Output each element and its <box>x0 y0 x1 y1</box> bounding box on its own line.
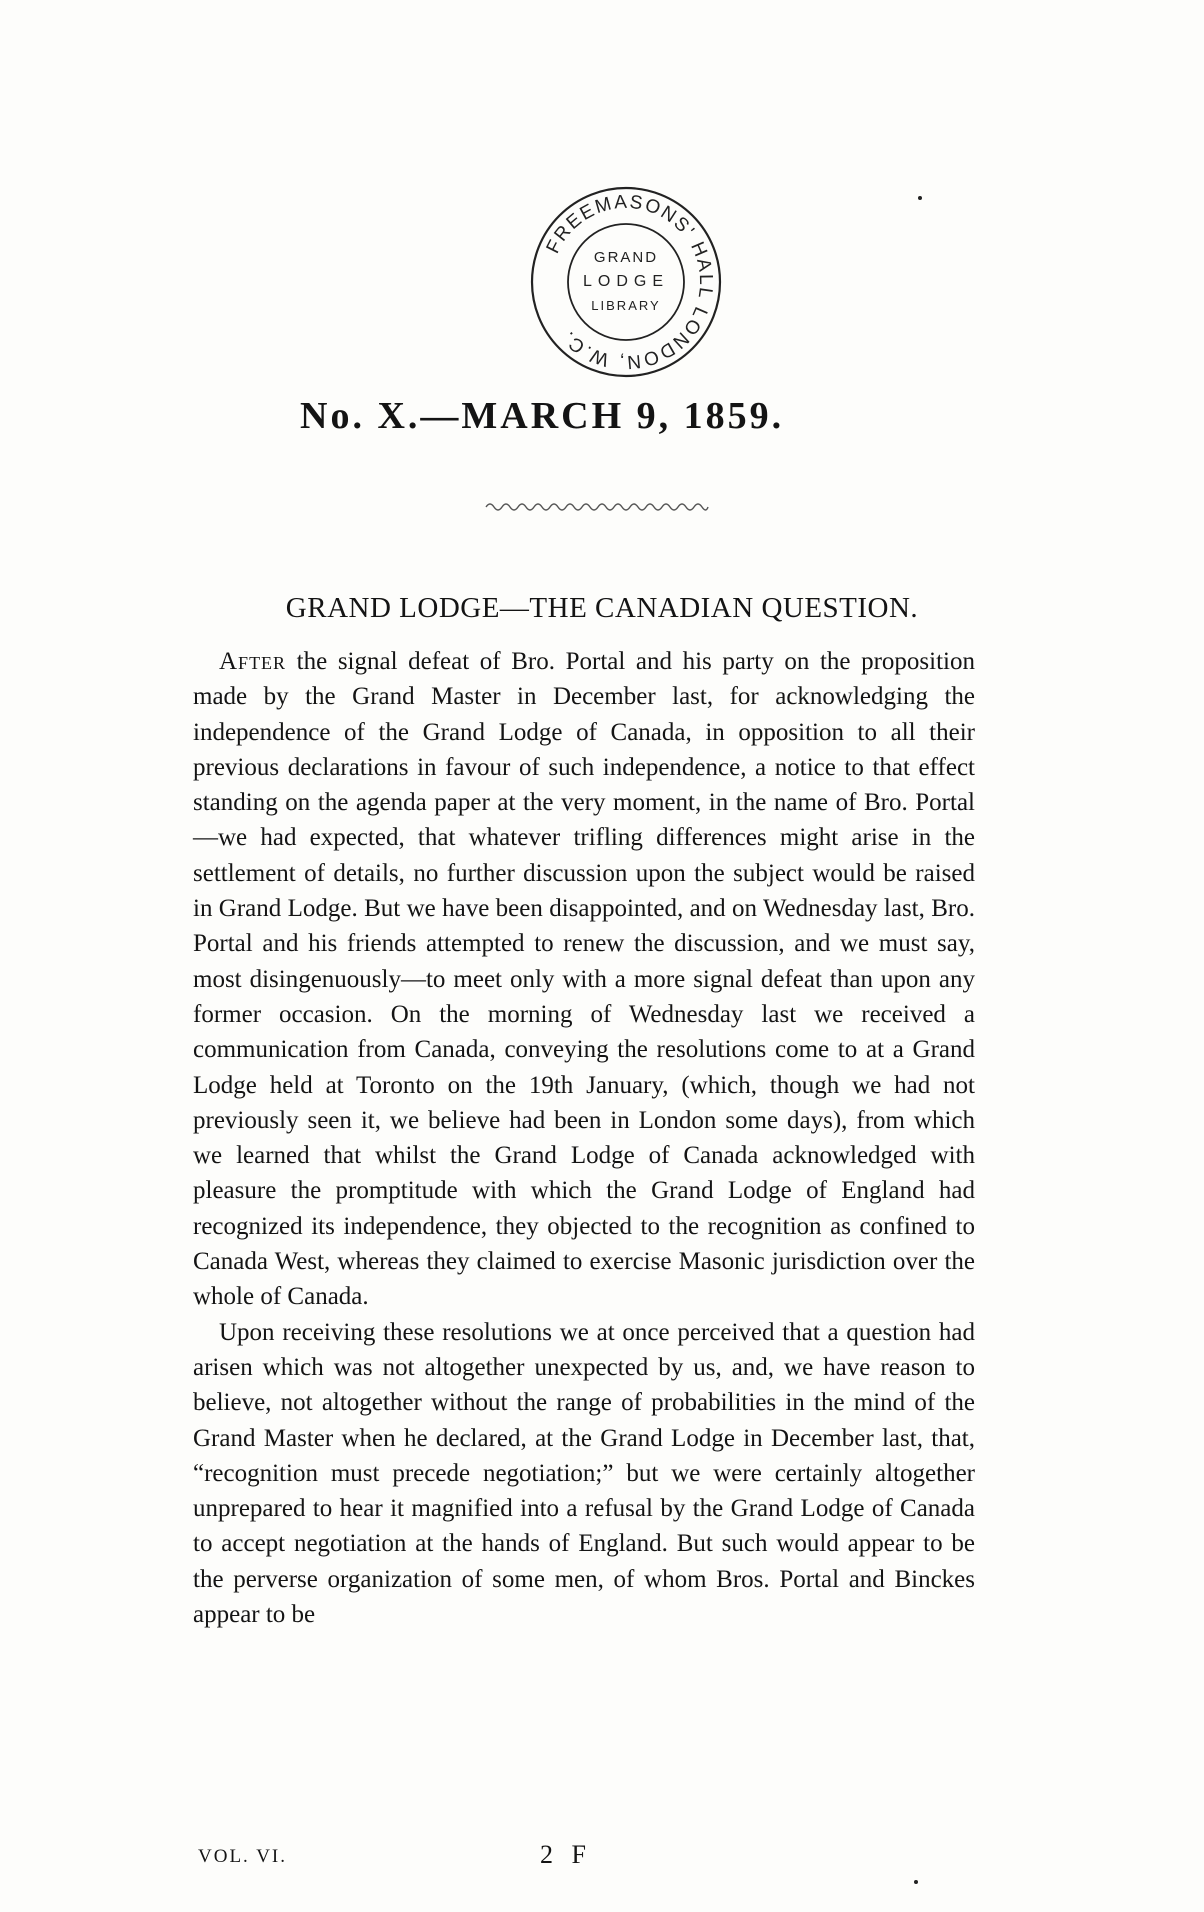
library-stamp <box>528 184 724 380</box>
issue-date-line: No. X.—MARCH 9, 1859. <box>300 395 785 437</box>
paragraph-text: the signal defeat of Bro. Portal and his party on the proposition made by the Grand Master in December last, for acknowledging the independence of the Grand Lodge of Canada, in opposition to all their previous declarations in favour of such independence, a notice to that effect standing on the agenda paper at the very moment, in the name of Bro. Portal—we had expected, that whatever trifling differences might arise in the settlement of details, no further discussion upon the subject would be raised in Grand Lodge. But we have been disappointed, and on Wednesday last, Bro. Portal and his friends attempted to renew the discussion, and we must say, most disingenuously—to meet only with a more signal defeat than upon any former occasion. On the morning of Wednesday last we received a communication from Canada, conveying the resolutions come to at a Grand Lodge held at Toronto on the 19th January, (which, though we had not previously seen it, we believe had been in London some days), from which we learned that whilst the Grand Lodge of Canada acknowledged with pleasure the promptitude with which the Grand Lodge of England had recognized its independence, they objected to the recognition as confined to Canada West, whereas they claimed to exercise Masonic jurisdiction over the whole of Canada. <box>193 648 975 1311</box>
volume-marker: VOL. VI. <box>198 1846 288 1867</box>
article-headline: GRAND LODGE—THE CANADIAN QUESTION. <box>285 592 919 624</box>
speck <box>914 1880 918 1884</box>
speck <box>918 196 922 200</box>
article-paragraph: Upon receiving these resolutions we at once perceived that a question had arisen which was not altogether unexpected by us, and, we have reason to believe, not altogether without the range of probabilities in the mind of the Grand Master when he declared, at the Grand Lodge in December last, that, “recognition must precede negotiation;” but we were certainly altogether unprepared to hear it magnified into a refusal by the Grand Lodge of Canada to accept negotiation at the hands of England. But such would appear to be the perverse organization of some men, of whom Bros. Portal and Binckes appear to be <box>193 1318 975 1629</box>
signature-mark: 2 F <box>540 1840 592 1869</box>
stamp-outer-text: FREEMASONS' HALL LONDON, W.C. <box>542 191 717 373</box>
stamp-line-lodge: LODGE <box>582 273 670 290</box>
drop-lead-word: After <box>219 648 287 675</box>
stamp-line-grand: GRAND <box>593 249 659 266</box>
article-body <box>193 644 975 1632</box>
article-paragraph <box>193 644 975 1315</box>
decorative-rule <box>484 498 710 516</box>
stamp-line-library: LIBRARY <box>591 298 661 313</box>
